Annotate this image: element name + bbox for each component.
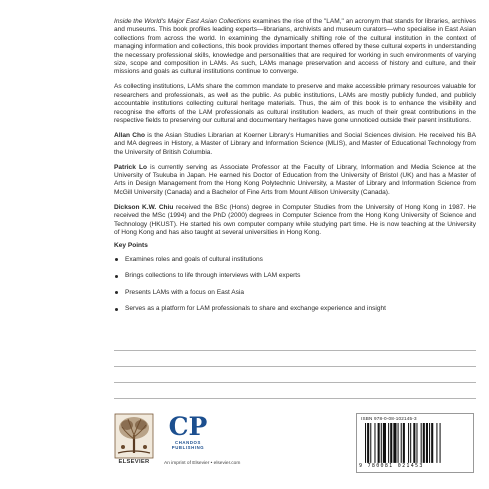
barcode-icon bbox=[363, 423, 467, 465]
intro-text: examines the rise of the "LAM," an acronym that stands for libraries, archives and museums. This book profiles leading experts—librarians, archivists and museum curators—who specialise in East Asian collections from across the world. In examining the dynamically shifting role of the cultural institution in the context of managing information and collections, this book provides important themes offered by these cultural experts in understanding the necessary professional skills, knowledge and personalities that are required for working in such environments of varying size, scope and composition in LAMs. As such, LAMs manage preservation and access of history and culture, and their missions and goals as cultural institutions continue to converge. bbox=[114, 18, 476, 76]
mission-paragraph: As collecting institutions, LAMs share the common mandate to preserve and make accessible primary resources valuable for researchers and professionals, as well as the public. As public institutions, LAMs are mostly publicly funded, and publicly accountable institutions collecting cultural heritage materials. Thus, the aim of this book is to enhance the visibility and recognise the efforts of the LAM professionals as cultural institution leaders, as much of their great contributions in the respective fields to preserving our cultural and documentary heritages have gone unnoticed outside their parent institutions. bbox=[114, 83, 476, 124]
elsevier-tree-logo-icon bbox=[114, 413, 154, 465]
key-points-heading: Key Points bbox=[114, 242, 148, 250]
key-points-list bbox=[114, 256, 476, 314]
author-bio-cho bbox=[114, 132, 476, 157]
isbn-barcode bbox=[356, 413, 474, 473]
author-bio-text: is currently serving as Associate Professor at the Faculty of Library, Information and Media Science at the University of Tsukuba in Japan. He earned his Doctor of Education from the University of Bristol (UK) and has a Master of Arts in Design Management from the Hong Kong Polytechnic University, a Master of Library and Information Science from McGill University (Canada) and a Bachelor of Fine Arts from Mount Allison University (Canada). bbox=[114, 163, 477, 196]
list-item: Serves as a platform for LAM professionals to share and exchange experience and insight bbox=[114, 305, 476, 313]
divider bbox=[114, 366, 476, 367]
author-name: Dickson K.W. Chiu bbox=[114, 203, 174, 211]
description-text bbox=[114, 18, 476, 321]
divider bbox=[114, 350, 476, 351]
author-bio-text: received the BSc (Hons) degree in Computer Studies from the University of Hong Kong in 1987. He received the MSc (1994) and the PhD (2000) degrees in Computer Science from the Hong Kong University of Science and Technology (HKUST). He started his own computer company while studying part time. He is now teaching at the University of Hong Kong and has also taught at several universities in Hong Kong. bbox=[114, 203, 476, 236]
author-name: Patrick Lo bbox=[114, 163, 147, 171]
publisher-name: ELSEVIER bbox=[118, 459, 150, 465]
imprint-line: An imprint of Elsevier • elsevier.com bbox=[164, 461, 241, 466]
author-name: Allan Cho bbox=[114, 131, 146, 139]
divider bbox=[114, 382, 476, 383]
imprint-sub: PUBLISHING bbox=[171, 445, 205, 450]
author-bio-text: is the Asian Studies Librarian at Koerner Library's Humanities and Social Sciences division. He received his BA and MA degrees in History, a Master of Library and Information Science (MLIS), and Master of Educational Technology from the University of British Columbia. bbox=[114, 131, 476, 156]
author-bio-chiu bbox=[114, 204, 476, 238]
author-bio-lo bbox=[114, 164, 476, 198]
list-item: Brings collections to life through interviews with LAM experts bbox=[114, 272, 476, 280]
chandos-logo bbox=[164, 414, 212, 450]
intro-paragraph bbox=[114, 18, 476, 77]
barcode-digits: 9 780081 021453 bbox=[359, 463, 424, 469]
isbn-text: ISBN 978-0-08-102145-3 bbox=[361, 416, 417, 421]
imprint-name: CHANDOS bbox=[175, 440, 201, 445]
list-item: Presents LAMs with a focus on East Asia bbox=[114, 289, 476, 297]
cp-logo-icon: CP bbox=[168, 412, 208, 441]
book-title: Inside the World's Major East Asian Collections bbox=[114, 18, 251, 25]
list-item: Examines roles and goals of cultural institutions bbox=[114, 256, 476, 264]
divider bbox=[114, 398, 476, 399]
